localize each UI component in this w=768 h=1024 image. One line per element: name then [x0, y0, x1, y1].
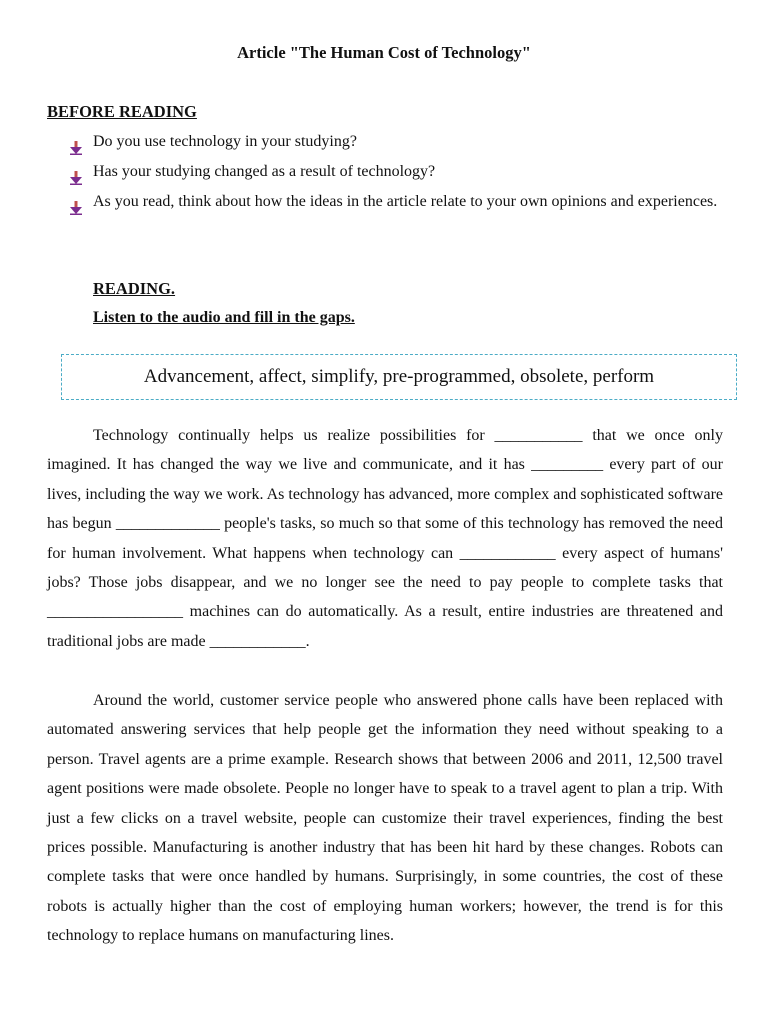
down-arrow-bullet-icon: [70, 196, 82, 210]
document-title: Article "The Human Cost of Technology": [237, 43, 531, 62]
article-paragraph-2: Around the world, customer service people who answered phone calls have been replaced with automated answering services that help people get the information they need without speaking to a person. Travel agents are a prime example. Research shows that between 2006 and 2011, 12,500 travel agent positions were made obsolete. People no longer have to speak to a travel agent to plan a trip. With just a few clicks on a travel website, people can customize their travel experiences, finding the best prices possible. Manufacturing is another industry that has been hit hard by these changes. Robots can complete tasks that were once handled by humans. Surprisingly, in some countries, the cost of these robots is actually higher than the cost of employing human workers; however, the trend is for this technology to replace humans on manufacturing lines.: [47, 692, 723, 945]
down-arrow-bullet-icon: [70, 166, 82, 180]
word-bank-text: Advancement, affect, simplify, pre-programmed, obsolete, perform: [143, 366, 655, 387]
down-arrow-bullet-icon: [70, 136, 82, 150]
reading-instruction: Listen to the audio and fill in the gaps.: [93, 309, 355, 326]
before-reading-heading: BEFORE READING: [47, 102, 197, 121]
article-paragraph-1: Technology continually helps us realize possibilities for ___________ that we once only imagined. It has changed the way we live and communicate, and it has _________ every part of our lives, including the way we work. As technology has advanced, more complex and sophisticated software has begun _____________ people's tasks, so much so that some of this technology has removed the need for human involvement. What happens when technology can ____________ every aspect of humans' jobs? Those jobs disappear, and we no longer see the need to pay people to complete tasks that _________________ machines can do automatically. As a result, entire industries are threatened and traditional jobs are made ____________.: [47, 427, 723, 650]
list-item-text: As you read, think about how the ideas in the article relate to your own opinions and experiences.: [93, 193, 718, 210]
word-bank-box: [61, 354, 737, 400]
list-item-text: Do you use technology in your studying?: [93, 133, 357, 150]
list-item-text: Has your studying changed as a result of technology?: [93, 163, 436, 180]
reading-heading: READING.: [93, 279, 176, 298]
